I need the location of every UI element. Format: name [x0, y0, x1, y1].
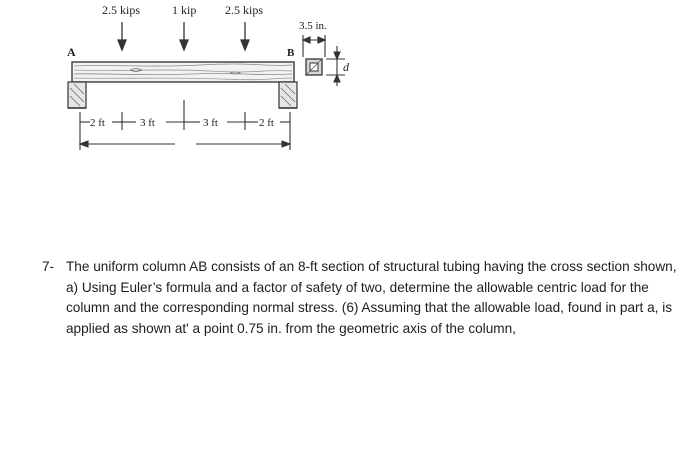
span-label-1: 2 ft — [90, 117, 105, 129]
beam — [72, 62, 294, 82]
problem-7 — [42, 257, 692, 339]
width-label: 3.5 in. — [299, 20, 327, 32]
support-right — [279, 82, 297, 108]
load-arrow-middle — [180, 22, 188, 50]
beam-figure — [0, 0, 360, 165]
problem-number: 7- — [42, 259, 55, 274]
point-a-label: A — [67, 45, 76, 59]
support-left — [68, 82, 86, 108]
load-label-left: 2.5 kips — [102, 3, 141, 17]
load-label-middle: 1 kip — [172, 3, 197, 17]
overall-length-line — [80, 130, 290, 150]
span-label-3: 3 ft — [203, 117, 218, 129]
load-arrow-left — [118, 22, 126, 50]
point-b-label: B — [287, 47, 295, 59]
load-label-right: 2.5 kips — [225, 3, 264, 17]
span-label-2: 3 ft — [140, 117, 155, 129]
cross-section — [303, 35, 345, 86]
load-arrow-right — [241, 22, 249, 50]
beam-diagram — [0, 0, 360, 165]
span-label-4: 2 ft — [259, 117, 274, 129]
problem-text: The uniform column AB consists of an 8-ft section of structural tubing having the cross section shown, a) Using Euler’s formula and a factor of safety of two, determine the allowable centric load for the column and the corresponding normal stress. (6) Assuming that the allowable load, found in part a, is applied as shown at' a point 0.75 in. from the geometric axis of the column, — [66, 259, 677, 336]
dimension-d-label: d — [343, 60, 349, 74]
